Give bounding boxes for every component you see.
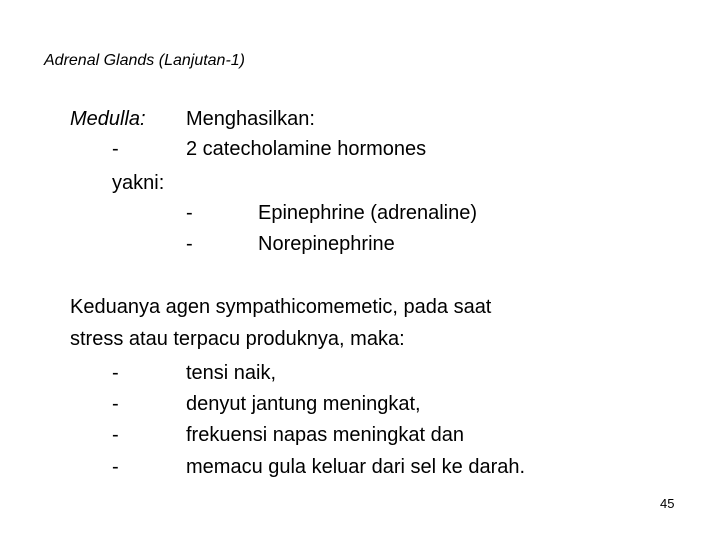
effects-intro-line1: Keduanya agen sympathicomemetic, pada saat [70,296,492,318]
hormone-norepinephrine: Norepinephrine [258,233,395,255]
medulla-heading: Menghasilkan: [186,108,315,130]
effects-intro-line2: stress atau terpacu produknya, maka: [70,328,405,350]
effect-dash: - [112,456,119,478]
medulla-line2-text: yakni: [112,172,165,194]
hormone-epinephrine: Epinephrine (adrenaline) [258,202,478,224]
hormone-dash: - [186,202,193,224]
medulla-line1-dash: - [112,138,119,160]
effect-item: tensi naik, [186,362,277,384]
hormone-dash: - [186,233,193,255]
effect-dash: - [112,424,119,446]
effect-item: denyut jantung meningkat, [186,393,421,415]
slide-title: Adrenal Glands (Lanjutan-1) [44,52,246,69]
medulla-label: Medulla: [70,108,146,130]
medulla-line1-text: 2 catecholamine hormones [186,138,427,160]
effect-item: frekuensi napas meningkat dan [186,424,464,446]
page-number: 45 [660,496,675,511]
effect-dash: - [112,362,119,384]
effect-dash: - [112,393,119,415]
effect-item: memacu gula keluar dari sel ke darah. [186,456,526,478]
